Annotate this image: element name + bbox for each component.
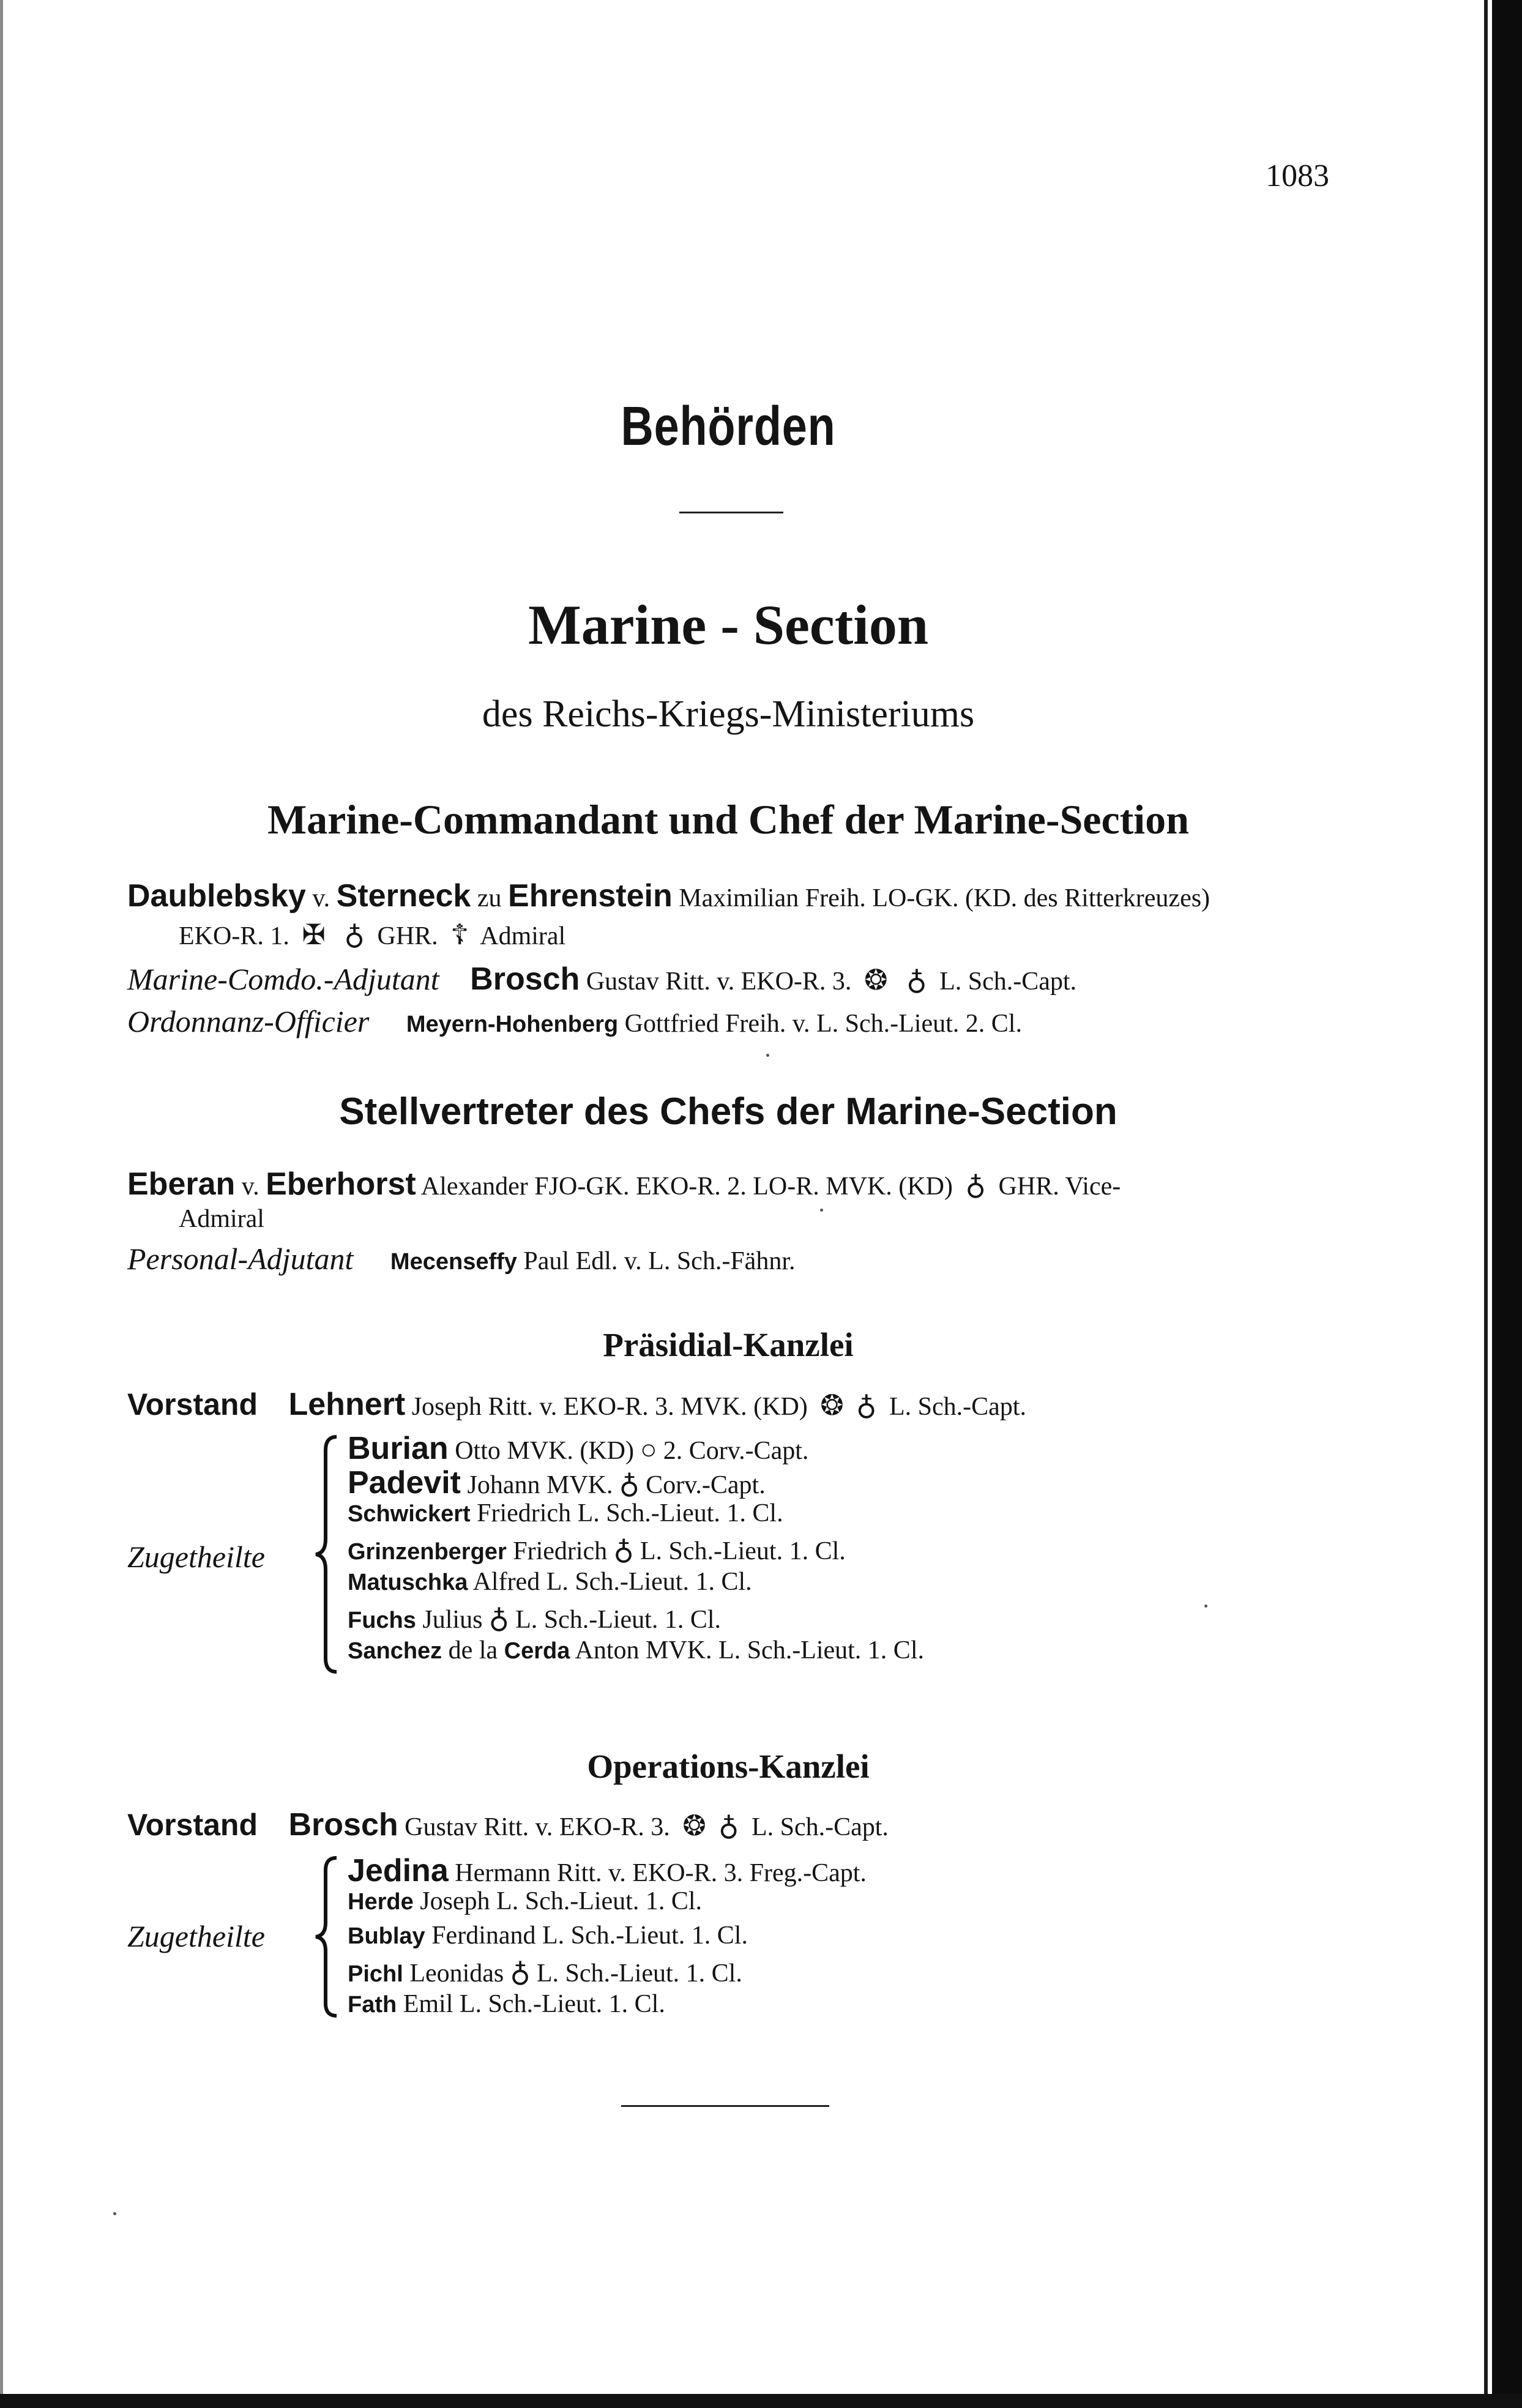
list-item xyxy=(348,1636,924,1665)
comdo-adjutant-line xyxy=(127,961,1076,997)
medal-icon: ♁ xyxy=(856,1390,877,1421)
scan-speck xyxy=(113,2212,116,2215)
member-rank: L. Sch.-Lieut. 1. Cl. xyxy=(536,1959,742,1988)
ordonnanz-titles: Gottfried Freih. v. L. Sch.-Lieut. 2. Cl. xyxy=(618,1010,1022,1038)
member-rank: Corv.-Capt. xyxy=(646,1471,766,1499)
medal-icon: ♁ xyxy=(619,1468,640,1499)
scan-edge-bottom xyxy=(0,2394,1522,2408)
deputy-line-1 xyxy=(127,1166,1121,1202)
member-name: Bublay xyxy=(348,1923,425,1949)
member-name: Matuschka xyxy=(348,1570,468,1595)
list-item xyxy=(348,1989,665,2019)
deputy-titles: Alexander FJO-GK. EKO-R. 2. LO-R. MVK. (KD) xyxy=(416,1172,953,1201)
chief-rank: Admiral xyxy=(480,922,566,950)
medal-icon: ♁ xyxy=(488,1603,510,1634)
page-number: 1083 xyxy=(1266,158,1329,193)
member-name: Padevit xyxy=(348,1465,461,1500)
medal-icon: ♁ xyxy=(613,1534,634,1565)
anchor-cross-icon: ☦ xyxy=(450,919,469,950)
comdo-adjutant-rank: L. Sch.-Capt. xyxy=(939,967,1077,996)
praesidial-zugetheilte-label: Zugetheilte xyxy=(127,1540,265,1574)
list-item xyxy=(348,1955,742,1988)
section-title: Marine - Section xyxy=(528,594,929,656)
deputy-name-1: Eberan xyxy=(127,1166,236,1202)
member-name: Sanchez xyxy=(348,1638,442,1664)
member-details: Emil L. Sch.-Lieut. 1. Cl. xyxy=(397,1990,665,2018)
member-details: Ferdinand L. Sch.-Lieut. 1. Cl. xyxy=(425,1922,748,1950)
operations-vorstand-rank: L. Sch.-Capt. xyxy=(751,1813,889,1841)
vorstand-label: Vorstand xyxy=(127,1808,258,1842)
praesidial-vorstand-titles: Joseph Ritt. v. EKO-R. 3. MVK. (KD) xyxy=(405,1393,808,1421)
title-rule xyxy=(679,512,783,513)
personal-adjutant-titles: Paul Edl. v. L. Sch.-Fähnr. xyxy=(517,1247,796,1275)
praesidial-vorstand-rank: L. Sch.-Capt. xyxy=(889,1393,1026,1421)
operations-vorstand-name: Brosch xyxy=(288,1807,398,1843)
personal-adjutant-line xyxy=(127,1241,795,1277)
medal-icon: ♁ xyxy=(906,964,927,996)
vorstand-label: Vorstand xyxy=(127,1387,258,1422)
praesidial-vorstand-line xyxy=(127,1386,1026,1423)
chief-line-2 xyxy=(179,918,565,951)
member-details-2: Anton MVK. L. Sch.-Lieut. 1. Cl. xyxy=(570,1636,924,1664)
operations-zugetheilte-label: Zugetheilte xyxy=(127,1919,265,1953)
comdo-adjutant-titles: Gustav Ritt. v. EKO-R. 3. xyxy=(580,967,852,996)
scan-speck xyxy=(820,1209,823,1212)
member-name: Burian xyxy=(348,1431,449,1466)
member-details: Otto MVK. (KD) xyxy=(448,1437,634,1465)
chief-line-1 xyxy=(127,878,1210,914)
scan-edge-right xyxy=(1492,0,1522,2408)
member-details: Johann MVK. xyxy=(460,1471,613,1499)
member-name: Pichl xyxy=(348,1961,403,1987)
list-item xyxy=(348,1464,766,1501)
chief-name-3: Ehrenstein xyxy=(508,878,673,914)
ordonnanz-name: Meyern-Hohenberg xyxy=(406,1012,619,1037)
deputy-line-2: Admiral xyxy=(179,1205,264,1233)
list-item xyxy=(348,1567,752,1597)
medal-cluster-icon: ❂ xyxy=(864,964,888,996)
ordonnanz-label: Ordonnanz-Officier xyxy=(127,1004,370,1038)
member-details: Friedrich L. Sch.-Lieut. 1. Cl. xyxy=(470,1499,783,1527)
praesidial-heading: Präsidial-Kanzlei xyxy=(603,1326,854,1363)
personal-adjutant-name: Mecenseffy xyxy=(390,1249,517,1275)
operations-brace xyxy=(312,1854,343,2019)
chief-particle-1: v. xyxy=(305,884,337,912)
list-item xyxy=(348,1430,808,1467)
list-item xyxy=(348,1887,702,1916)
member-details: de la xyxy=(442,1636,504,1664)
ring-medal-icon: ○ xyxy=(640,1434,657,1465)
operations-vorstand-line xyxy=(127,1806,889,1843)
operations-heading: Operations-Kanzlei xyxy=(587,1748,870,1785)
chief-order: EKO-R. 1. xyxy=(179,922,289,950)
scan-edge-left xyxy=(0,0,3,2408)
member-details: Friedrich xyxy=(506,1537,608,1565)
cross-decoration-icon: ✠ xyxy=(302,919,326,950)
section-subtitle: des Reichs-Kriegs-Ministeriums xyxy=(482,693,975,735)
scan-edge-inner xyxy=(1484,0,1488,2408)
member-name-2: Cerda xyxy=(504,1638,570,1664)
member-rank: 2. Corv.-Capt. xyxy=(663,1437,809,1465)
medal-cluster-icon: ❂ xyxy=(820,1390,844,1421)
member-name: Schwickert xyxy=(348,1501,471,1527)
operations-vorstand-titles: Gustav Ritt. v. EKO-R. 3. xyxy=(398,1813,670,1841)
medal-cluster-icon: ❂ xyxy=(682,1810,706,1841)
end-rule xyxy=(621,2105,829,2107)
chief-titles: Maximilian Freih. LO-GK. (KD. des Ritterkreuzes) xyxy=(672,884,1211,912)
comdo-adjutant-label: Marine-Comdo.-Adjutant xyxy=(127,962,439,996)
deputy-heading: Stellvertreter des Chefs der Marine-Section xyxy=(339,1090,1117,1133)
chief-heading: Marine-Commandant und Chef der Marine-Section xyxy=(267,796,1189,843)
member-name: Herde xyxy=(348,1889,414,1915)
member-name: Grinzenberger xyxy=(348,1539,507,1565)
list-item xyxy=(348,1533,846,1566)
page-title: Behörden xyxy=(621,396,836,457)
scan-speck xyxy=(1204,1605,1207,1608)
medal-icon: ♁ xyxy=(510,1956,531,1988)
scan-speck xyxy=(766,1054,769,1057)
praesidial-brace xyxy=(312,1432,343,1677)
member-details: Leonidas xyxy=(403,1959,504,1988)
medal-icon: ♁ xyxy=(344,919,365,950)
member-details: Joseph L. Sch.-Lieut. 1. Cl. xyxy=(413,1887,703,1915)
member-details: Hermann Ritt. v. EKO-R. 3. Freg.-Capt. xyxy=(448,1859,867,1887)
member-name: Jedina xyxy=(348,1853,449,1888)
medal-icon: ♁ xyxy=(718,1810,739,1841)
ordonnanz-line xyxy=(127,1004,1022,1039)
list-item xyxy=(348,1852,867,1889)
member-name: Fath xyxy=(348,1992,397,2018)
personal-adjutant-label: Personal-Adjutant xyxy=(127,1242,354,1276)
list-item xyxy=(348,1601,721,1635)
chief-particle-2: zu xyxy=(471,884,509,912)
deputy-rank: GHR. Vice- xyxy=(998,1172,1121,1201)
medal-icon: ♁ xyxy=(965,1169,987,1201)
member-name: Fuchs xyxy=(348,1608,416,1633)
member-rank: L. Sch.-Lieut. 1. Cl. xyxy=(640,1537,846,1565)
chief-name-2: Sterneck xyxy=(336,878,471,914)
comdo-adjutant-name: Brosch xyxy=(470,961,580,997)
chief-ghr: GHR. xyxy=(377,922,438,950)
member-details: Alfred L. Sch.-Lieut. 1. Cl. xyxy=(468,1568,752,1596)
list-item xyxy=(348,1499,783,1528)
deputy-particle: v. xyxy=(235,1172,266,1201)
praesidial-vorstand-name: Lehnert xyxy=(288,1387,406,1422)
member-details: Julius xyxy=(416,1606,483,1634)
chief-name-1: Daublebsky xyxy=(127,878,306,914)
member-rank: L. Sch.-Lieut. 1. Cl. xyxy=(515,1606,722,1634)
list-item xyxy=(348,1921,748,1950)
deputy-name-2: Eberhorst xyxy=(266,1166,416,1202)
